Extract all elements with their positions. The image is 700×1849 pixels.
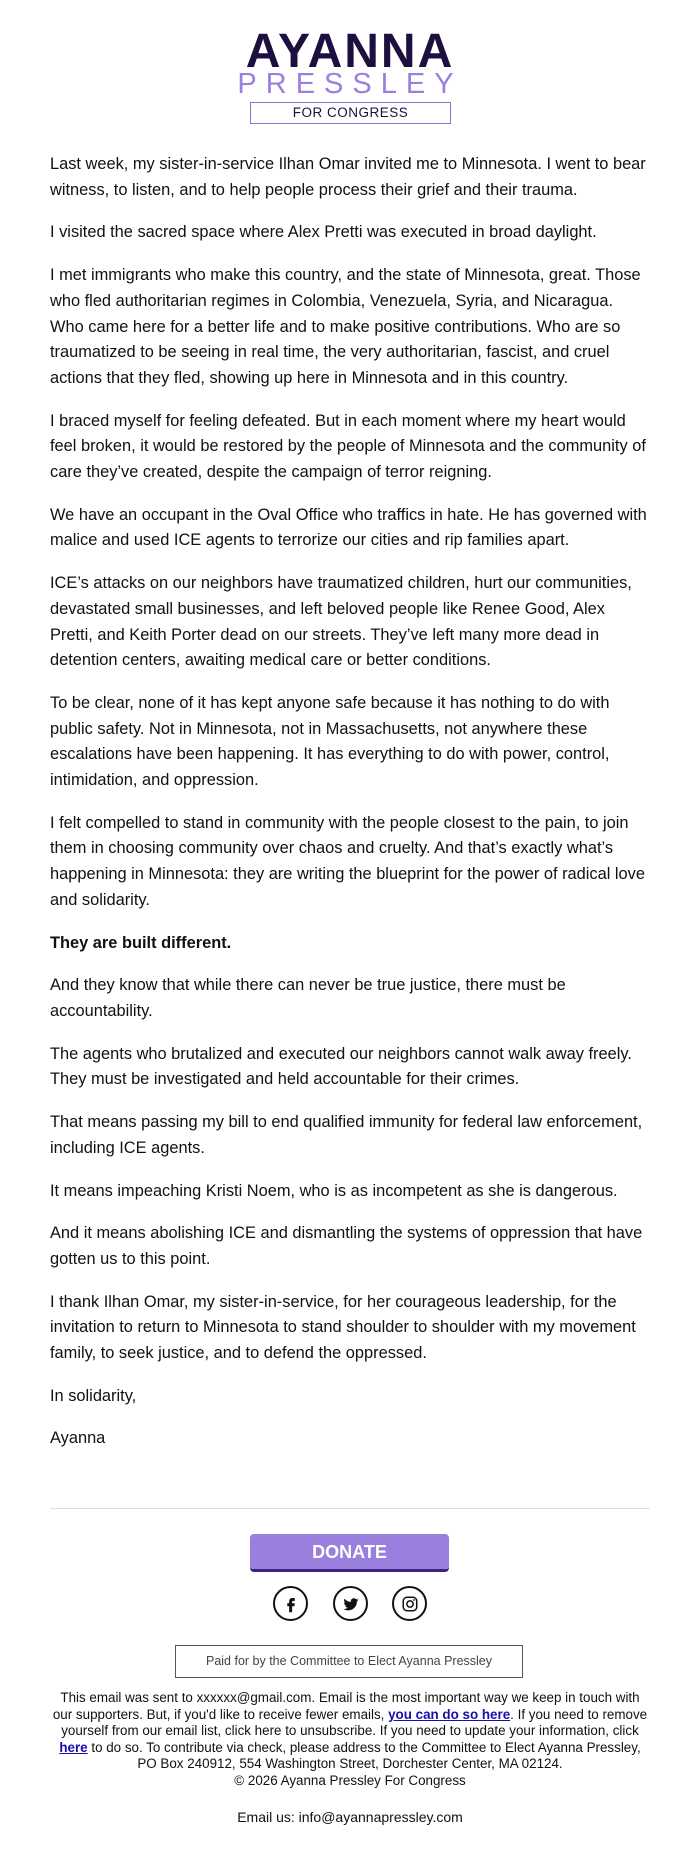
social-links: [0, 1586, 700, 1624]
logo-last-name: PRESSLEY: [237, 68, 463, 100]
letter-signoff: In solidarity,: [50, 1386, 137, 1405]
letter-paragraph: I visited the sacred space where Alex Pretti was executed in broad daylight.: [50, 223, 597, 242]
letter-paragraph: Last week, my sister-in-service Ilhan Omar invited me to Minnesota. I went to bear witness, to listen, and to help people process their grief and their trauma.: [50, 155, 646, 199]
letter-paragraph: ICE’s attacks on our neighbors have traumatized children, hurt our communities, devastated small businesses, and left beloved people like Renee Good, Alex Pretti, and Keith Porter dead on our streets. They’ve left many more dead in detention centers, awaiting medical care or better conditions.: [50, 574, 632, 670]
paid-for-disclaimer: Paid for by the Committee to Elect Ayanna Pressley: [175, 1645, 523, 1678]
letter-emphasis: They are built different.: [50, 933, 232, 952]
contact-email: Email us: info@ayannapressley.com: [237, 1809, 463, 1825]
letter-paragraph: And they know that while there can never be true justice, there must be accountability.: [50, 976, 566, 1020]
twitter-icon[interactable]: [333, 1586, 368, 1621]
footer-sent-prefix: This email was sent to: [60, 1690, 197, 1705]
footer-check-text: to do so. To contribute via check, please address to the Committee to Elect Ayanna Pressley, PO Box 240912, 554 Washington Street, Dorchester Center, MA 02124.: [87, 1739, 641, 1772]
campaign-logo: [0, 25, 700, 128]
letter-paragraph: The agents who brutalized and executed our neighbors cannot walk away freely. They must be investigated and held accountable for their crimes.: [50, 1044, 632, 1089]
footer-unsubscribe-text: . If you need to remove yourself from our email list, click here to unsubscribe. If you need to update your information, click: [61, 1706, 648, 1739]
footer-recipient-email: xxxxxx@gmail.com: [196, 1690, 312, 1705]
letter-paragraph: And it means abolishing ICE and dismantling the systems of oppression that have gotten us to this point.: [50, 1224, 643, 1268]
letter-paragraph: I felt compelled to stand in community with the people closest to the pain, to join them in choosing community over chaos and cruelty. And that’s exactly what’s happening in Minnesota: they are writing the blueprint for the power of radical love and solidarity.: [50, 813, 645, 909]
logo-tagline: FOR CONGRESS: [250, 102, 451, 124]
letter-paragraph: It means impeaching Kristi Noem, who is as incompetent as she is dangerous.: [50, 1181, 618, 1200]
letter-paragraph: That means passing my bill to end qualified immunity for federal law enforcement, including ICE agents.: [50, 1113, 643, 1157]
facebook-icon[interactable]: [273, 1586, 308, 1621]
update-info-link[interactable]: here: [59, 1739, 88, 1755]
letter-body: [50, 152, 650, 1469]
logo-first-name: AYANNA: [245, 25, 455, 78]
letter-paragraph: I met immigrants who make this country, and the state of Minnesota, great. Those who fled authoritarian regimes in Colombia, Venezuela, Syria, and Nicaragua. Who came here for a better life and to make positive contributions. Who are so traumatized to be seeing in real time, the very authoritarian, fascist, and cruel actions that they fled, showing up here in Minnesota and in this country.: [50, 266, 641, 387]
letter-paragraph: I thank Ilhan Omar, my sister-in-service, for her courageous leadership, for the invitation to return to Minnesota to stand shoulder to shoulder with my movement family, to seek justice, and to defend the oppressed.: [50, 1292, 636, 1363]
donate-button[interactable]: DONATE: [250, 1534, 449, 1572]
footer-text: [50, 1690, 650, 1790]
letter-paragraph: To be clear, none of it has kept anyone safe because it has nothing to do with public safety. Not in Minnesota, not in Massachusetts, not anywhere these escalations have been happening. It has everything to do with power, control, intimidation, and oppression.: [50, 693, 610, 790]
fewer-emails-link[interactable]: you can do so here: [388, 1706, 511, 1722]
letter-paragraph: I braced myself for feeling defeated. But in each moment where my heart would feel broken, it would be restored by the people of Minnesota and the community of care they’ve created, despite the campaign of terror reigning.: [50, 411, 646, 482]
letter-signature: Ayanna: [50, 1429, 106, 1448]
letter-paragraph: We have an occupant in the Oval Office who traffics in hate. He has governed with malice and used ICE agents to terrorize our cities and rip families apart.: [50, 505, 647, 550]
instagram-icon[interactable]: [392, 1586, 427, 1621]
footer-copyright: © 2026 Ayanna Pressley For Congress: [234, 1772, 466, 1788]
footer-divider: [50, 1508, 650, 1509]
footer-sent-suffix: . Email is the most important way we keep in touch with our supporters. But, if you'd like to receive fewer emails,: [52, 1690, 640, 1722]
